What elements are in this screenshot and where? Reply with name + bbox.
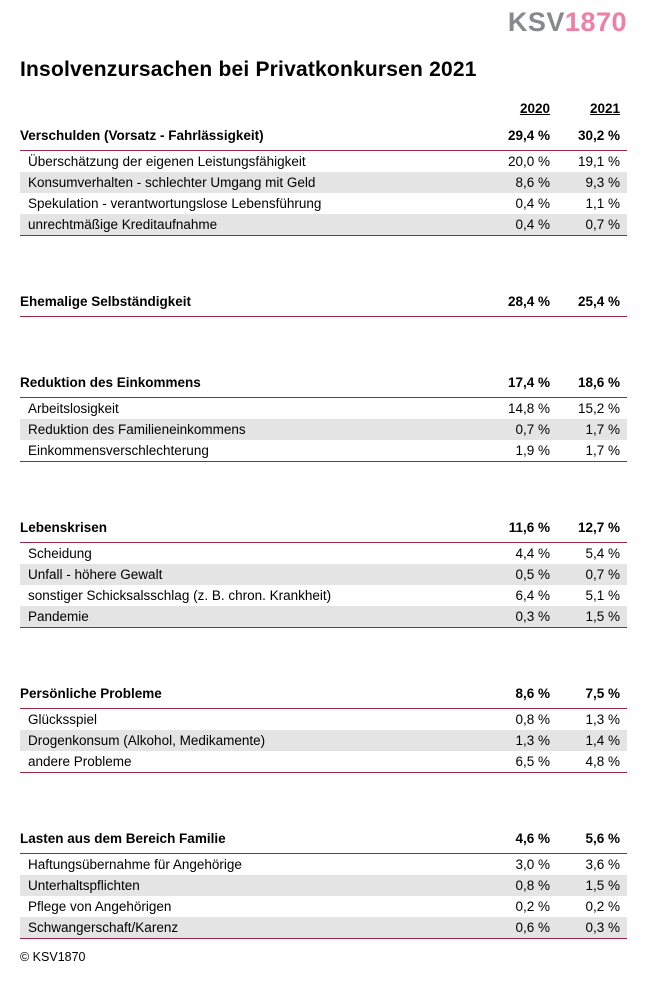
table-row bbox=[20, 543, 627, 564]
row-value-2021: 19,1 % bbox=[577, 154, 620, 169]
table-row bbox=[20, 751, 627, 772]
section-label: Lasten aus dem Bereich Familie bbox=[20, 831, 226, 846]
table-row bbox=[20, 730, 627, 751]
year-column-headers bbox=[20, 101, 627, 116]
table-row bbox=[20, 854, 627, 875]
table-row bbox=[20, 419, 627, 440]
section-value-2021: 25,4 % bbox=[577, 294, 620, 309]
row-value-2020: 3,0 % bbox=[515, 857, 550, 872]
table-row bbox=[20, 585, 627, 606]
row-value-2020: 6,4 % bbox=[515, 588, 550, 603]
section-value-2021: 7,5 % bbox=[585, 686, 620, 701]
row-label: Überschätzung der eigenen Leistungsfähigkeit bbox=[28, 154, 306, 169]
row-label: unrechtmäßige Kreditaufnahme bbox=[28, 217, 218, 232]
table-row bbox=[20, 440, 627, 461]
row-label: Unterhaltspflichten bbox=[28, 878, 140, 893]
row-value-2021: 0,3 % bbox=[585, 920, 620, 935]
section-label: Persönliche Probleme bbox=[20, 686, 162, 701]
table-row bbox=[20, 709, 627, 730]
row-label: Schwangerschaft/Karenz bbox=[28, 920, 179, 935]
table-row bbox=[20, 875, 627, 896]
section bbox=[20, 685, 627, 773]
column-header-2021: 2021 bbox=[589, 101, 620, 116]
table-row bbox=[20, 172, 627, 193]
table-row bbox=[20, 398, 627, 419]
row-value-2020: 20,0 % bbox=[507, 154, 550, 169]
row-label: Drogenkonsum (Alkohol, Medikamente) bbox=[28, 733, 266, 748]
section-value-2020: 17,4 % bbox=[507, 375, 550, 390]
section-header-row bbox=[20, 293, 627, 316]
section-value-2021: 18,6 % bbox=[577, 375, 620, 390]
column-header-spacer bbox=[20, 101, 480, 116]
table-row bbox=[20, 896, 627, 917]
sections-container bbox=[20, 127, 627, 939]
row-value-2021: 0,2 % bbox=[585, 899, 620, 914]
table-row bbox=[20, 151, 627, 172]
row-value-2021: 15,2 % bbox=[577, 401, 620, 416]
row-label: Arbeitslosigkeit bbox=[28, 401, 119, 416]
row-value-2020: 0,3 % bbox=[515, 609, 550, 624]
section-label: Lebenskrisen bbox=[20, 520, 108, 535]
logo-text-1870: 1870 bbox=[564, 7, 627, 37]
row-value-2021: 1,3 % bbox=[585, 712, 620, 727]
section-header-row bbox=[20, 830, 627, 853]
row-value-2020: 1,3 % bbox=[515, 733, 550, 748]
row-value-2020: 1,9 % bbox=[515, 443, 550, 458]
row-label: Haftungsübernahme für Angehörige bbox=[28, 857, 242, 872]
section bbox=[20, 293, 627, 317]
page-title: Insolvenzursachen bei Privatkonkursen 2021 bbox=[20, 58, 477, 81]
row-value-2020: 0,2 % bbox=[515, 899, 550, 914]
section-header-row bbox=[20, 685, 627, 708]
row-value-2021: 4,8 % bbox=[585, 754, 620, 769]
section-label: Ehemalige Selbständigkeit bbox=[20, 294, 192, 309]
row-label: Einkommensverschlechterung bbox=[28, 443, 209, 458]
section-value-2021: 5,6 % bbox=[585, 831, 620, 846]
row-label: Reduktion des Familieneinkommens bbox=[28, 422, 246, 437]
row-value-2020: 0,6 % bbox=[515, 920, 550, 935]
row-value-2021: 1,5 % bbox=[585, 609, 620, 624]
row-label: Scheidung bbox=[28, 546, 92, 561]
row-value-2020: 14,8 % bbox=[507, 401, 550, 416]
row-value-2021: 3,6 % bbox=[585, 857, 620, 872]
sub-table bbox=[20, 150, 627, 236]
row-value-2020: 0,4 % bbox=[515, 217, 550, 232]
row-value-2021: 5,4 % bbox=[585, 546, 620, 561]
section bbox=[20, 519, 627, 628]
row-value-2021: 1,4 % bbox=[585, 733, 620, 748]
copyright-note: © KSV1870 bbox=[20, 950, 86, 964]
row-value-2021: 1,1 % bbox=[585, 196, 620, 211]
row-value-2021: 1,7 % bbox=[585, 422, 620, 437]
row-value-2020: 0,7 % bbox=[515, 422, 550, 437]
row-value-2021: 1,5 % bbox=[585, 878, 620, 893]
section-value-2020: 28,4 % bbox=[507, 294, 550, 309]
sub-table bbox=[20, 542, 627, 628]
section bbox=[20, 127, 627, 236]
section-value-2021: 12,7 % bbox=[577, 520, 620, 535]
table-row bbox=[20, 917, 627, 938]
row-value-2021: 1,7 % bbox=[585, 443, 620, 458]
sub-table bbox=[20, 316, 627, 317]
section bbox=[20, 374, 627, 462]
row-value-2021: 5,1 % bbox=[585, 588, 620, 603]
row-value-2020: 0,5 % bbox=[515, 567, 550, 582]
row-label: Konsumverhalten - schlechter Umgang mit Geld bbox=[28, 175, 316, 190]
section-value-2020: 8,6 % bbox=[515, 686, 550, 701]
section-value-2020: 11,6 % bbox=[508, 520, 550, 535]
section bbox=[20, 830, 627, 939]
table-row bbox=[20, 606, 627, 627]
row-label: Pflege von Angehörigen bbox=[28, 899, 172, 914]
ksv1870-logo bbox=[20, 8, 627, 37]
section-header-row bbox=[20, 519, 627, 542]
sub-table bbox=[20, 853, 627, 939]
row-value-2020: 8,6 % bbox=[515, 175, 550, 190]
section-header-row bbox=[20, 127, 627, 150]
section-label: Reduktion des Einkommens bbox=[20, 375, 201, 390]
row-value-2021: 0,7 % bbox=[585, 567, 620, 582]
row-label: Pandemie bbox=[28, 609, 89, 624]
row-label: Glücksspiel bbox=[28, 712, 98, 727]
section-label: Verschulden (Vorsatz - Fahrlässigkeit) bbox=[20, 128, 264, 143]
row-label: Spekulation - verantwortungslose Lebensführung bbox=[28, 196, 322, 211]
section-header-row bbox=[20, 374, 627, 397]
table-row bbox=[20, 564, 627, 585]
row-value-2020: 0,8 % bbox=[515, 878, 550, 893]
table-row bbox=[20, 193, 627, 214]
row-label: sonstiger Schicksalsschlag (z. B. chron. Krankheit) bbox=[28, 588, 332, 603]
row-value-2021: 0,7 % bbox=[585, 217, 620, 232]
section-value-2020: 4,6 % bbox=[515, 831, 550, 846]
row-value-2020: 4,4 % bbox=[515, 546, 550, 561]
row-value-2021: 9,3 % bbox=[585, 175, 620, 190]
row-label: andere Probleme bbox=[28, 754, 132, 769]
section-value-2021: 30,2 % bbox=[577, 128, 620, 143]
row-label: Unfall - höhere Gewalt bbox=[28, 567, 163, 582]
table-row bbox=[20, 214, 627, 235]
row-value-2020: 0,8 % bbox=[515, 712, 550, 727]
row-value-2020: 0,4 % bbox=[515, 196, 550, 211]
sub-table bbox=[20, 708, 627, 773]
section-value-2020: 29,4 % bbox=[507, 128, 550, 143]
sub-table bbox=[20, 397, 627, 462]
column-header-2020: 2020 bbox=[519, 101, 550, 116]
row-value-2020: 6,5 % bbox=[515, 754, 550, 769]
logo-text-ksv: KSV bbox=[507, 7, 565, 37]
